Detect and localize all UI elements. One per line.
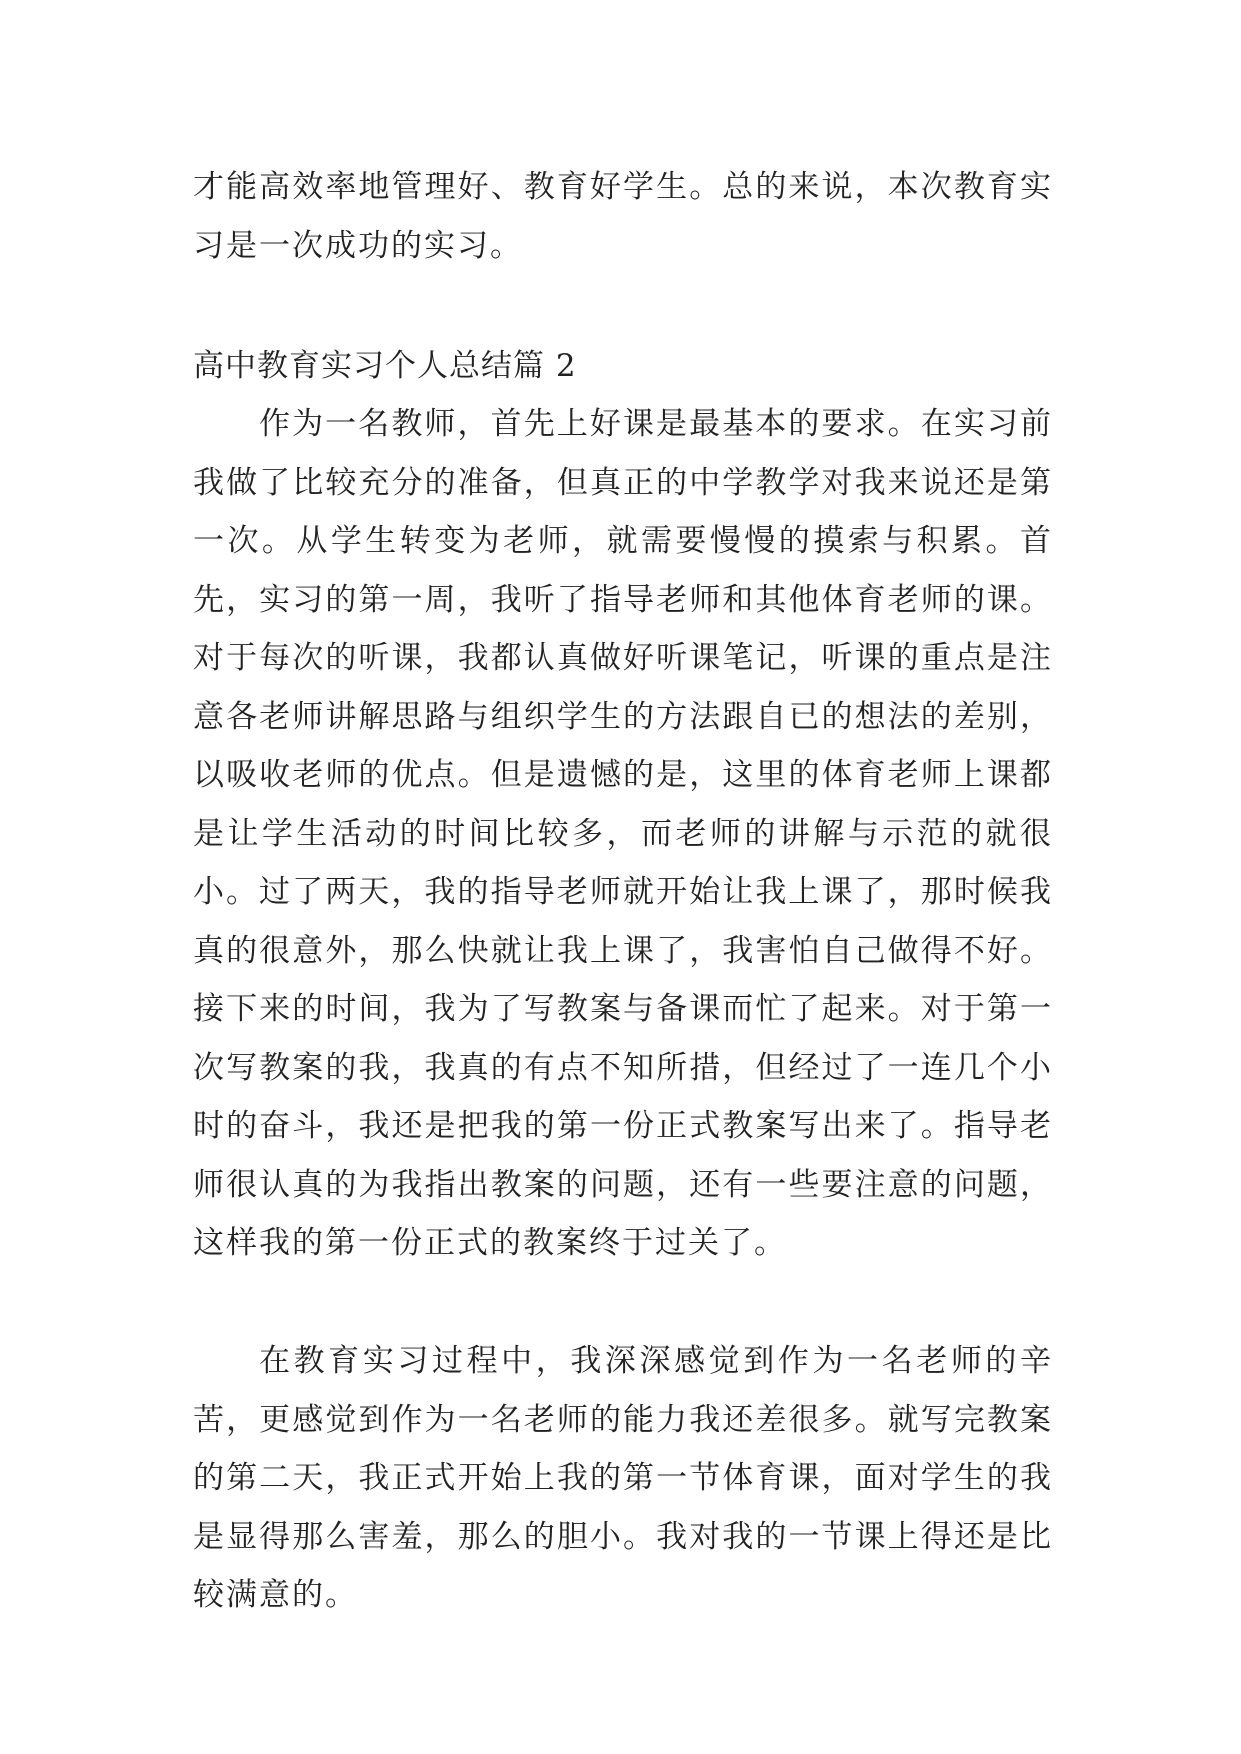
body-paragraph-1: 作为一名教师，首先上好课是最基本的要求。在实习前我做了比较充分的准备，但真正的中学教学对我来说还是第一次。从学生转变为老师，就需要慢慢的摸索与积累。首先，实习的第一周，我听了指导老师和其他体育老师的课。对于每次的听课，我都认真做好听课笔记，听课的重点是注意各老师讲解思路与组织学生的方法跟自已的想法的差别，以吸收老师的优点。但是遗憾的是，这里的体育老师上课都是让学生活动的时间比较多，而老师的讲解与示范的就很小。 [193, 406, 1053, 910]
intro-paragraph: 才能高效率地管理好、教育好学生。总的来说，本次教育实习是一次成功的实习。 [193, 169, 1053, 264]
body-paragraph-3: 在教育实习过程中，我深深感觉到作为一名老师的辛苦，更感觉到作为一名老师的能力我还差很多。就写完教案的第二天，我正式开始上我的第一节体育课，面对学生的我是显得那么害羞，那么的胆小。我对我的一节课上得还是比较满意的。 [193, 1343, 1053, 1613]
section-title: 高中教育实习个人总结篇 2 [193, 348, 577, 384]
body-paragraph-2: 过了两天，我的指导老师就开始让我上课了，那时候我真的很意外，那么快就让我上课了，我害怕自己做得不好。接下来的时间，我为了写教案与备课而忙了起来。对于第一次写教案的我，我真的有点不知所措，但经过了一连几个小时的奋斗，我还是把我的第一份正式教案写出来了。指导老师很认真的为我指出教案的问题，还有一些要注意的问题，这样我的第一份正式的教案终于过关了。 [193, 874, 1053, 1261]
